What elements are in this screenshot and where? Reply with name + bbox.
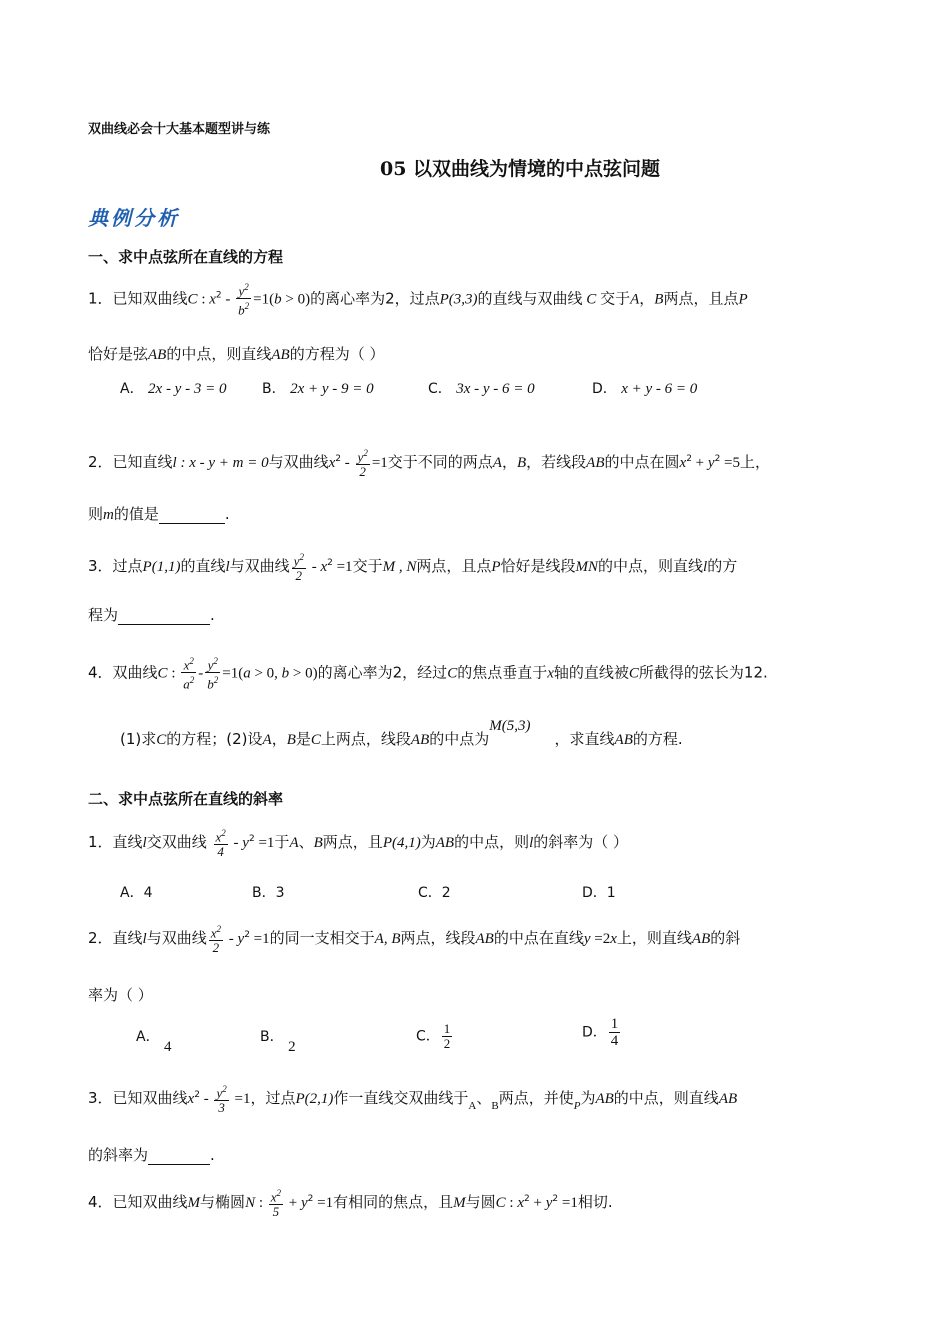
s2-q2-option-c[interactable]: C． $\frac{1}{2}$ — [416, 1021, 451, 1051]
s2-question-3-line1: 3．已知双曲线$x^2$ - $\frac{y^2}{3}$ =1，过点P(2,1)作一直线交双曲线于$_A$、$_B$两点，并使$_P$为AB的中点，则直线AB — [88, 1084, 738, 1116]
section-heading-2: 二、求中点弦所在直线的斜率 — [88, 790, 284, 808]
s2-question-2-line1: 2．直线l与双曲线 $\frac{x^2}{2}$ - $y^2 =1$的同一支相交于A, B两点，线段AB的中点在直线y =2x上，则直线AB的斜 — [88, 924, 741, 956]
s1-question-3-line2: 程为 . — [88, 606, 215, 624]
section-heading-1: 一、求中点弦所在直线的方程 — [88, 248, 284, 266]
s2-question-1-line1: 1．直线l交双曲线 $\frac{x^2}{4}$ - $y^2 =1$于A、B两点，且P(4,1)为AB的中点，则l的斜率为（ ） — [88, 828, 629, 860]
section-badge: 典例分析 — [88, 206, 180, 230]
s1-question-4-sub: (1)求C的方程；(2)设A，B是C上两点，线段AB的中点为M(5,3)，求直线AB的方程. — [120, 718, 683, 748]
s2-question-3-line2: 的斜率为 . — [88, 1146, 215, 1164]
s1-q1-option-a[interactable]: A． 2x - y - 3 = 0 — [120, 381, 227, 397]
s2-q2-option-a[interactable]: A． 4 — [136, 1029, 172, 1055]
s1-question-2-line1: 2．已知直线l : x - y + m = 0与双曲线$x^2$ - $\frac{y^2}{2}$ =1交于不同的两点A，B，若线段AB的中点在圆$x^2 + y^2 =5$上， — [88, 448, 771, 480]
s2-q2-option-b[interactable]: B． 2 — [260, 1029, 296, 1055]
s1-question-2-line2: 则m的值是 . — [88, 505, 230, 523]
s2-question-4-line1: 4．已知双曲线M与椭圆N : $\frac{x^2}{5}$ + $y^2 =1$有相同的焦点，且M与圆C : $x^2 + y^2 =1$相切. — [88, 1188, 613, 1220]
s2-q1-option-b[interactable]: B．3 — [252, 885, 285, 901]
s2-q1-option-c[interactable]: C．2 — [418, 885, 451, 901]
s1-question-1-line1: 1．已知双曲线C : $x^2$ - $\frac{y^2}{b^2}$ =1(b > 0)的离心率为2，过点P(3,3)的直线与双曲线 C 交于A，B两点，且点P — [88, 282, 748, 318]
series-title: 双曲线必会十大基本题型讲与练 — [88, 122, 271, 137]
page-title: 05 以双曲线为情境的中点弦问题 — [380, 158, 661, 180]
s2-q1-option-a[interactable]: A．4 — [120, 885, 153, 901]
s2-q2-option-d[interactable]: D． $\frac{1}{4}$ — [582, 1016, 619, 1049]
s1-question-4-line1: 4．双曲线C : $\frac{x^2}{a^2}$ - $\frac{y^2}{b^2}$ =1(a > 0, b > 0)的离心率为2，经过C的焦点垂直于x轴的直线被C所截得的弦长为12. — [88, 656, 768, 692]
s1-q1-option-d[interactable]: D． x + y - 6 = 0 — [592, 381, 698, 397]
s1-q1-option-c[interactable]: C． 3x - y - 6 = 0 — [428, 381, 535, 397]
s1-question-1-line2: 恰好是弦AB的中点，则直线AB的方程为（ ） — [88, 345, 385, 363]
s1-question-3-line1: 3．过点P(1,1)的直线l与双曲线 $\frac{y^2}{2}$ - $x^2 =1$交于M , N两点，且点P恰好是线段MN的中点，则直线l的方 — [88, 552, 738, 584]
s2-q1-option-d[interactable]: D．1 — [582, 885, 616, 901]
s1-q1-option-b[interactable]: B． 2x + y - 9 = 0 — [262, 381, 374, 397]
s2-question-2-line2: 率为（ ） — [88, 986, 153, 1004]
